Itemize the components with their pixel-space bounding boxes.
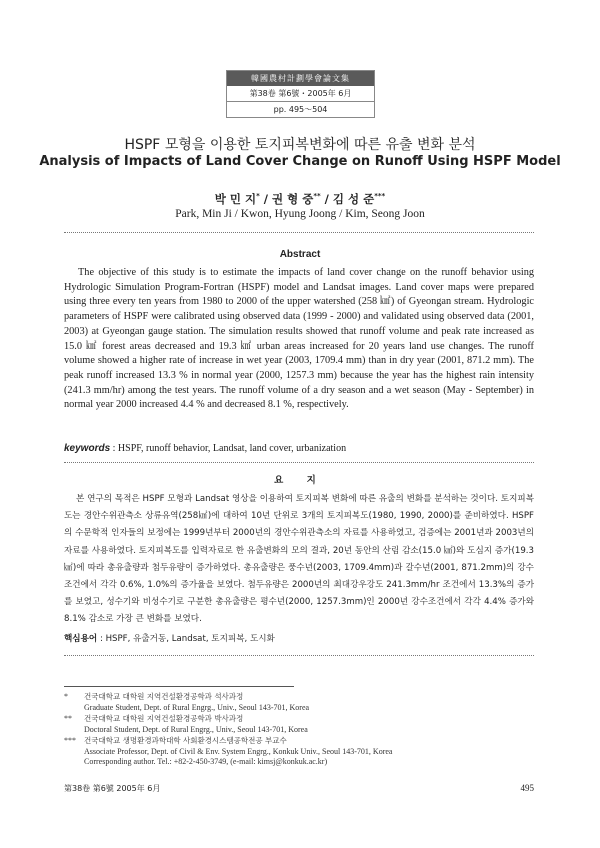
footnote-contact: Corresponding author. Tel.: +82-2-450-3749, (e-mail: kimsj@konkuk.ac.kr) xyxy=(84,757,328,767)
footer-journal-issue: 第38卷 第6號 2005年 6月 xyxy=(64,784,161,793)
journal-name: 韓國農村計劃學會論文集 xyxy=(227,71,374,86)
journal-info-box xyxy=(226,70,375,118)
divider xyxy=(64,232,534,233)
author-name: 권 형 중 xyxy=(272,192,314,206)
summary-text: 본 연구의 목적은 HSPF 모형과 Landsat 영상을 이용하여 토지피복 변화에 따른 유출의 변화를 분석하는 것이다. 토지피복도는 경안수위관측소 상류유역(258㎢)에 대하여 10년 단위로 3개의 토지피복도(1980, 1990, 2000)를 준비하였다. HSPF의 수문학적 인자들의 보정에는 1999년부터 2000년의 경안수위관측소의 자료를 사용하였고, 검증에는 2001년과 2003년의 자료를 사용하였다. 토지피복도를 입력자료로 한 유출변화의 모의 결과, 20년 동안의 산림 감소(15.0 ㎢)와 도심지 증가(19.3 ㎢)에 따라 총유출량과 첨두유량이 증가하였다. 총유출량은 풍수년(2003, 1709.4mm)과 갈수년(2001, 871.2mm)의 강수조건에서 각각 0.6%, 1.0%의 증가율을 보였다. 첨두유량은 2000년의 최대강우강도 241.3mm/hr 조건에서 13.3%의 증가를 보였고, 성수기와 비성수기로 구분한 총유출량은 평수년(2000, 1257.3mm)인 2000년 강수조건에서 각각 4.4% 증가와 8.1% 감소로 가장 큰 변화를 보였다. xyxy=(64,494,534,625)
author-name: 박 민 지 xyxy=(214,192,257,206)
abstract-body xyxy=(64,266,534,413)
authors-english: Park, Min Ji / Kwon, Hyung Joong / Kim, Seong Joon xyxy=(175,208,425,220)
footnote-korean: 건국대학교 대학원 지역건설환경공학과 석사과정 xyxy=(84,692,244,701)
keywords-label: keywords xyxy=(64,443,111,454)
footnote xyxy=(64,736,534,769)
footnote xyxy=(64,692,534,714)
footnote-korean: 건국대학교 대학원 지역건설환경공학과 박사과정 xyxy=(84,713,244,723)
footnote-korean: 건국대학교 생명환경과학대학 사회환경시스템공학전공 부교수 xyxy=(84,735,287,745)
divider xyxy=(64,462,534,463)
keywords xyxy=(64,443,534,454)
author-separator: / xyxy=(259,192,272,206)
title-english: Analysis of Impacts of Land Cover Change on Runoff Using HSPF Model xyxy=(39,154,561,169)
korean-keywords-text: HSPF, 유출거동, Landsat, 토지피복, 도시화 xyxy=(105,634,275,644)
footnote-english: Associate Professor, Dept. of Civil & Env. System Engrg., Konkuk Univ., Seoul 143-701, Korea xyxy=(84,746,393,756)
divider xyxy=(64,655,534,656)
title-korean: HSPF 모형을 이용한 토지피복변화에 따른 유출 변화 분석 xyxy=(124,137,476,153)
footnote xyxy=(64,714,534,736)
footnotes xyxy=(64,692,534,768)
author-name: 김 성 준 xyxy=(332,192,375,206)
footnote-english: Doctoral Student, Dept. of Rural Engrg., Univ., Seoul 143-701, Korea xyxy=(84,724,308,734)
footnote-english: Graduate Student, Dept. of Rural Engrg., Univ., Seoul 143-701, Korea xyxy=(84,702,310,712)
keywords-separator: : xyxy=(97,634,106,644)
journal-pages: pp. 495～504 xyxy=(273,105,328,114)
author-mark: ** xyxy=(313,192,321,201)
korean-keywords xyxy=(64,632,534,644)
keywords-text: HSPF, runoff behavior, Landsat, land cover, urbanization xyxy=(117,443,347,454)
footnote-mark: *** xyxy=(64,735,76,745)
journal-volume: 第38卷 第6號・2005年 6月 xyxy=(227,86,374,102)
footnote-mark: ** xyxy=(64,713,72,723)
page-footer xyxy=(64,783,534,794)
korean-keywords-label: 핵심용어 xyxy=(64,634,98,644)
summary-heading: 요 지 xyxy=(274,475,326,486)
author-mark: * xyxy=(256,192,260,201)
footnote-rule xyxy=(64,686,294,687)
keywords-separator: : xyxy=(110,443,118,454)
authors-korean xyxy=(0,191,600,207)
abstract-heading: Abstract xyxy=(279,249,321,260)
footnote-mark: * xyxy=(64,692,68,701)
abstract-text: The objective of this study is to estimate the impacts of land cover change on the runoff behavior using Hydrologic Simulation Program-Fortran (HSPF) model and Landsat images. Land cover maps were prepared using three every ten years from 1980 to 2000 of the upper watershed (258 ㎢) of Gyeongan stream. Hydrologic parameters of HSPF were calibrated using observed data (1999 - 2000) and validated using observed data (2001, 2003) at Gyeongan gauge station. The simulation results showed that runoff volume and peak rate increased as 15.0 ㎢ forest areas decreased and 19.3 ㎢ urban areas increased for 20 years land use changes. The runoff volume showed a higher rate of increase in wet year (2003, 1709.4 mm) than in dry year (2001, 871.2 mm). The peak runoff increased 13.3 % in normal year (2000, 1257.3 mm) because the year has the highest rain intensity (241.3 mm/hr) among the test years. The runoff volume of a dry season and a wet season (May - September) in normal year 2000 increased 4.4 % and decreased 8.1 %, respectively. xyxy=(64,267,534,411)
author-separator: / xyxy=(320,192,333,206)
author-mark: *** xyxy=(374,192,386,201)
page-number: 495 xyxy=(520,783,534,793)
summary-body xyxy=(64,491,534,629)
